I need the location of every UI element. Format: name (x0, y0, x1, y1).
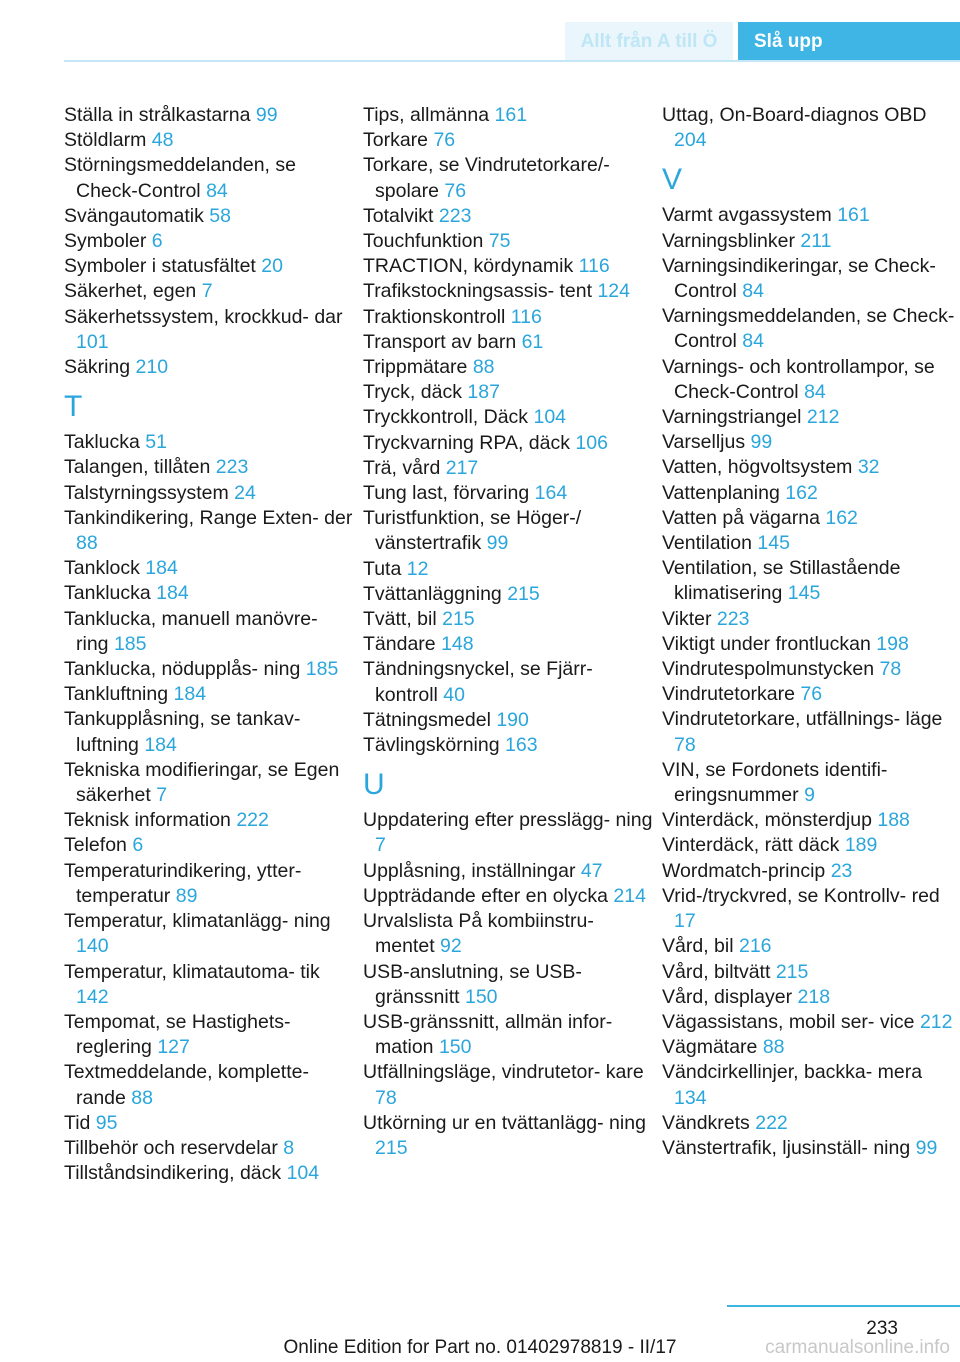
index-entry (662, 1010, 958, 1035)
index-term: Traktionskontroll (363, 305, 506, 328)
page-link[interactable]: 184 (156, 582, 189, 605)
page-link[interactable]: 142 (76, 985, 109, 1008)
index-term: Vändkrets (662, 1111, 750, 1134)
index-entry (64, 229, 354, 254)
page-link[interactable]: 8 (283, 1136, 295, 1159)
index-term: Trafikstockningsassis‐ tent (363, 280, 593, 303)
page-link[interactable]: 211 (800, 229, 832, 252)
page-link[interactable]: 187 (467, 381, 500, 404)
page-link[interactable]: 184 (145, 557, 178, 580)
page-link[interactable]: 89 (175, 884, 198, 907)
page-link[interactable]: 12 (406, 557, 429, 580)
index-term: Symboler i statusfältet (64, 255, 256, 278)
index-entry (363, 733, 653, 758)
page-link[interactable]: 148 (441, 633, 474, 656)
index-entry (363, 279, 653, 304)
index-entry (662, 1136, 958, 1161)
index-entry (363, 405, 653, 430)
index-entry (363, 153, 653, 203)
index-entry (662, 607, 958, 632)
index-entry (363, 708, 653, 733)
tab-lookup[interactable]: Slå upp (738, 22, 960, 62)
page-link[interactable]: 162 (785, 481, 818, 504)
index-entry (662, 1035, 958, 1060)
page-link[interactable]: 162 (825, 506, 858, 529)
index-entry (64, 682, 354, 707)
page-link[interactable]: 84 (742, 280, 764, 303)
page-link[interactable]: 223 (215, 456, 249, 479)
index-term: Tillbehör och reservdelar (64, 1136, 278, 1159)
index-term: Ventilation, se Stillastående klimatisering (662, 557, 901, 605)
index-term: Vatten på vägarna (662, 506, 820, 529)
index-entry (64, 204, 354, 229)
section-letter: U (363, 768, 385, 802)
index-term: Telefon (64, 834, 127, 857)
index-entry (662, 808, 958, 833)
page-link[interactable]: 127 (157, 1036, 190, 1059)
index-term: Tankluftning (64, 683, 169, 706)
index-entry (363, 632, 653, 657)
page-link[interactable]: 222 (755, 1111, 788, 1134)
page-link[interactable]: 215 (507, 582, 540, 605)
index-entry (363, 859, 653, 884)
index-column-3 (662, 103, 958, 1161)
header-tabbar (0, 22, 960, 62)
page-link[interactable]: 190 (496, 708, 529, 731)
page-link[interactable]: 215 (375, 1136, 408, 1159)
index-entry (363, 330, 653, 355)
index-term: Tvättanläggning (363, 582, 502, 605)
page-link[interactable]: 9 (804, 784, 815, 807)
index-column-1 (64, 103, 354, 1186)
page-link[interactable]: 40 (443, 683, 465, 706)
index-entry (363, 355, 653, 380)
page-link[interactable]: 24 (234, 481, 256, 504)
page-link[interactable]: 78 (375, 1086, 397, 1109)
header-divider (64, 60, 960, 62)
index-entry (64, 859, 354, 909)
index-term: USB-anslutning, se USB- gränssnitt (363, 960, 582, 1008)
page-link[interactable]: 58 (209, 204, 231, 227)
index-term: Vinterdäck, mönsterdjup (662, 809, 872, 832)
index-entry (64, 254, 354, 279)
page-link[interactable]: 164 (534, 482, 568, 505)
index-term: Störningsmeddelanden, se Check-Control (64, 154, 296, 202)
page-link[interactable]: 185 (305, 658, 339, 681)
page-link[interactable]: 215 (442, 608, 475, 631)
index-entry (662, 254, 958, 304)
index-entry (64, 1111, 354, 1136)
index-term: Ställa in strålkastarna (64, 104, 251, 126)
page-link[interactable]: 6 (132, 834, 144, 857)
index-term: Totalvikt (363, 204, 434, 227)
page-link[interactable]: 84 (742, 330, 764, 353)
index-entry (662, 884, 958, 934)
page-link[interactable]: 216 (738, 935, 772, 958)
page-link[interactable]: 214 (613, 884, 646, 907)
page-link[interactable]: 7 (156, 784, 168, 807)
page-link[interactable]: 140 (76, 935, 109, 958)
page-link[interactable]: 184 (144, 733, 177, 756)
page-link[interactable]: 145 (787, 582, 821, 605)
index-entry (64, 355, 354, 380)
index-term: Vård, bil (662, 935, 734, 958)
index-term: Tanklucka, manuell manövre‐ ring (64, 607, 318, 655)
index-entry (64, 960, 354, 1010)
index-term: Tung last, förvaring (363, 482, 530, 505)
index-entry (363, 1111, 653, 1161)
page-link[interactable]: 161 (494, 104, 528, 126)
index-entry (662, 960, 958, 985)
index-term: Tillståndsindikering, däck (64, 1162, 282, 1185)
index-entry (64, 128, 354, 153)
index-entry (662, 229, 958, 254)
index-term: Varselljus (662, 431, 746, 454)
page-link[interactable]: 106 (575, 431, 608, 454)
page-link[interactable]: 163 (505, 734, 538, 757)
index-term: Tätningsmedel (363, 708, 491, 731)
page-link[interactable]: 76 (800, 683, 823, 706)
index-entry (662, 1111, 958, 1136)
page-link[interactable]: 198 (876, 632, 909, 655)
page-link[interactable]: 32 (857, 456, 880, 479)
page-link[interactable]: 124 (597, 280, 630, 303)
index-term: Säkring (64, 356, 131, 379)
index-entry (662, 203, 958, 228)
page-link[interactable]: 99 (750, 431, 773, 454)
section-letter: V (662, 163, 683, 197)
page-link[interactable]: 104 (533, 406, 567, 429)
page-link[interactable]: 134 (674, 1086, 707, 1109)
index-entry (363, 582, 653, 607)
index-entry (662, 481, 958, 506)
index-term: Säkerhet, egen (64, 280, 197, 303)
page-link[interactable]: 99 (915, 1136, 938, 1159)
index-term: Vattenplaning (662, 481, 780, 504)
index-term: Tips, allmänna (363, 104, 490, 126)
page-link[interactable]: 218 (797, 985, 831, 1008)
index-term: Tryckkontroll, Däck (363, 406, 529, 429)
index-entry (662, 632, 958, 657)
index-entry (363, 607, 653, 632)
index-entry (662, 682, 958, 707)
page-link[interactable]: 150 (464, 985, 498, 1008)
index-entry (363, 254, 653, 279)
index-term: Tryckvarning RPA, däck (363, 431, 570, 454)
page-link[interactable]: 76 (433, 129, 456, 152)
index-term: Vård, biltvätt (662, 960, 771, 983)
index-term: Vägmätare (662, 1036, 758, 1059)
index-entry (64, 305, 354, 355)
page-link[interactable]: 150 (438, 1036, 472, 1059)
page-link[interactable]: 215 (775, 960, 809, 983)
index-entry (363, 456, 653, 481)
index-term: Tempomat, se Hastighets‐ reglering (64, 1010, 291, 1059)
index-term: Trä, vård (363, 456, 441, 479)
index-entry (363, 380, 653, 405)
index-entry (662, 103, 958, 153)
page-link[interactable]: 84 (804, 380, 826, 403)
index-entry (363, 884, 653, 909)
page-link[interactable]: 88 (131, 1086, 153, 1109)
index-term: Tankindikering, Range Exten‐ der (64, 506, 353, 529)
index-term: Symboler (64, 230, 147, 253)
watermark: carmanualsonline.info (765, 1337, 950, 1358)
index-entry (64, 103, 354, 128)
page-link[interactable]: 88 (472, 356, 495, 379)
index-entry (363, 557, 653, 582)
page-link[interactable]: 185 (113, 632, 147, 655)
page-link[interactable]: 51 (145, 431, 167, 454)
section-letter: T (64, 390, 83, 424)
index-entry (662, 304, 958, 354)
page-link[interactable]: 48 (151, 129, 174, 152)
index-term: Textmeddelande, komplette‐ rande (64, 1061, 309, 1109)
index-entry (363, 1010, 653, 1060)
index-term: Tvätt, bil (363, 608, 437, 631)
index-entry (662, 985, 958, 1010)
index-entry (662, 934, 958, 959)
page-link[interactable]: 17 (674, 910, 696, 933)
index-entry (64, 707, 354, 757)
page-link[interactable]: 116 (510, 305, 542, 328)
index-entry (64, 581, 354, 606)
page-link[interactable]: 47 (580, 859, 603, 882)
index-entry (64, 1010, 354, 1060)
index-entry (64, 657, 354, 682)
index-entry (363, 128, 653, 153)
index-term: Tekniska modifieringar, se Egen säkerhet (64, 758, 340, 807)
index-term: Viktigt under frontluckan (662, 632, 871, 655)
index-entry (363, 808, 653, 858)
footer-divider (727, 1305, 960, 1307)
index-entry (662, 531, 958, 556)
page-number: 233 (866, 1318, 898, 1339)
index-entry (64, 481, 354, 506)
page-link[interactable]: 222 (236, 809, 269, 832)
index-entry (363, 960, 653, 1010)
index-term: TRACTION, kördynamik (363, 255, 574, 278)
index-term: Tankupplåsning, se tankav‐ luftning (64, 708, 301, 756)
index-entry (64, 909, 354, 959)
index-term: Stöldlarm (64, 129, 147, 152)
index-term: Vindrutetorkare (662, 683, 795, 706)
index-term: Vägassistans, mobil ser‐ vice (662, 1010, 915, 1033)
index-term: Transport av barn (363, 330, 517, 353)
index-entry (363, 506, 653, 556)
index-term: Varningstriangel (662, 406, 802, 429)
page-link[interactable]: 101 (76, 330, 109, 353)
page-link[interactable]: 99 (486, 532, 509, 555)
index-term: Talangen, tillåten (64, 456, 211, 479)
page-link[interactable]: 99 (255, 104, 278, 126)
index-term: Temperatur, klimatanlägg‐ ning (64, 910, 331, 933)
index-term: Torkare, se Vindrutetorkare/- spolare (363, 154, 610, 202)
page-link[interactable]: 20 (261, 255, 283, 278)
page-link[interactable]: 95 (95, 1111, 118, 1134)
index-term: Torkare (363, 129, 429, 152)
index-term: Vatten, högvoltsystem (662, 456, 853, 479)
index-term: Varningsindikeringar, se Check-Control (662, 254, 936, 303)
index-term: Temperaturindikering, ytter‐ temperatur (64, 859, 302, 907)
page-link[interactable]: 92 (440, 935, 462, 958)
index-entry (64, 607, 354, 657)
index-entry (662, 405, 958, 430)
index-term: Varningsblinker (662, 229, 795, 252)
page-link[interactable]: 189 (844, 834, 878, 857)
index-entry (363, 204, 653, 229)
index-term: Varmt avgassystem (662, 204, 832, 227)
page-link[interactable]: 78 (879, 658, 902, 681)
page-link[interactable]: 76 (444, 179, 467, 202)
index-term: Varnings- och kontrollampor, se Check-Control (662, 355, 935, 403)
index-entry (64, 833, 354, 858)
page-link[interactable]: 210 (135, 356, 169, 379)
page-link[interactable]: 61 (521, 330, 544, 353)
page-link[interactable]: 116 (578, 255, 610, 278)
index-term: Uppdatering efter presslägg‐ ning (363, 809, 653, 832)
index-entry (662, 758, 958, 808)
index-entry (662, 556, 958, 606)
index-term: VIN, se Fordonets identifi‐ eringsnummer (662, 758, 888, 807)
index-term: Vikter (662, 607, 712, 630)
page-link[interactable]: 78 (674, 733, 696, 756)
index-entry (64, 506, 354, 556)
index-entry (363, 657, 653, 707)
index-entry (64, 279, 354, 304)
index-entry (64, 455, 354, 480)
page-link[interactable]: 217 (445, 456, 479, 479)
index-entry (363, 103, 653, 128)
index-term: Tändare (363, 633, 436, 656)
index-entry (363, 1060, 653, 1110)
index-term: Upplåsning, inställningar (363, 859, 576, 882)
index-entry (662, 833, 958, 858)
index-entry (363, 305, 653, 330)
index-term: Tävlingskörning (363, 734, 500, 757)
page-link[interactable]: 204 (674, 129, 707, 152)
index-term: Varningsmeddelanden, se Check-Control (662, 305, 955, 353)
index-term: Vrid-/tryckvred, se Kontrollv‐ red (662, 884, 940, 907)
index-entry (64, 153, 354, 203)
index-term: Tanklucka, nödupplås‐ ning (64, 658, 301, 681)
index-entry (64, 430, 354, 455)
index-entry (662, 506, 958, 531)
index-term: Tuta (363, 557, 402, 580)
index-entry (64, 1161, 354, 1186)
index-term: Turistfunktion, se Höger-/ vänstertrafik (363, 507, 582, 555)
page-link[interactable]: 223 (716, 607, 750, 630)
page-link[interactable]: 184 (173, 683, 207, 706)
page-link[interactable]: 104 (286, 1162, 320, 1185)
index-entry (662, 1060, 958, 1110)
page-link[interactable]: 84 (206, 179, 228, 202)
page-link[interactable]: 23 (830, 859, 853, 882)
page-link[interactable]: 188 (877, 809, 910, 832)
index-term: Svängautomatik (64, 204, 204, 227)
page-link[interactable]: 6 (151, 230, 163, 253)
index-term: Trippmätare (363, 356, 468, 379)
index-term: Utkörning ur en tvättanlägg‐ ning (363, 1111, 646, 1134)
index-term: Uttag, On-Board-diagnos OBD (662, 104, 927, 126)
page-link[interactable]: 88 (76, 532, 98, 555)
index-term: Vindrutespolmunstycken (662, 658, 875, 681)
index-entry (363, 229, 653, 254)
page-link[interactable]: 212 (806, 406, 840, 429)
index-term: Tanklucka (64, 582, 151, 605)
index-entry (64, 1060, 354, 1110)
index-term: Vård, displayer (662, 985, 793, 1008)
index-entry (363, 431, 653, 456)
index-term: USB-gränssnitt, allmän infor‐ mation (363, 1010, 613, 1059)
index-term: Tanklock (64, 557, 140, 580)
index-entry (662, 707, 958, 757)
index-term: Säkerhetssystem, krockkud‐ dar (64, 305, 343, 328)
index-entry (64, 1136, 354, 1161)
page-link[interactable]: 7 (201, 280, 213, 303)
index-term: Wordmatch-princip (662, 859, 826, 882)
edition-footer: Online Edition for Part no. 01402978819 - II/17 (283, 1337, 677, 1358)
page-link[interactable]: 75 (488, 230, 511, 253)
index-term: Vänstertrafik, ljusinställ‐ ning (662, 1136, 911, 1159)
index-entry (363, 481, 653, 506)
index-term: Touchfunktion (363, 230, 484, 253)
index-term: Tändningsnyckel, se Fjärr‐ kontroll (363, 658, 593, 706)
page-link[interactable]: 212 (919, 1010, 953, 1033)
index-term: Uppträdande efter en olycka (363, 884, 608, 907)
page-link[interactable]: 223 (438, 204, 472, 227)
index-column-2 (363, 103, 653, 1161)
index-term: Vinterdäck, rätt däck (662, 834, 840, 857)
page-link[interactable]: 161 (837, 204, 870, 227)
page-link[interactable]: 7 (375, 834, 386, 857)
index-term: Taklucka (64, 431, 140, 454)
index-term: Talstyrningssystem (64, 481, 229, 504)
index-term: Tryck, däck (363, 381, 462, 404)
index-entry (662, 657, 958, 682)
index-entry (363, 909, 653, 959)
index-term: Tid (64, 1111, 91, 1134)
index-term: Ventilation (662, 532, 752, 555)
index-term: Vändcirkellinjer, backka‐ mera (662, 1061, 923, 1084)
index-entry (662, 355, 958, 405)
page-link[interactable]: 88 (762, 1036, 785, 1059)
index-term: Utfällningsläge, vindrutetor‐ kare (363, 1061, 644, 1084)
index-entry (662, 455, 958, 480)
index-entry (662, 430, 958, 455)
index-term: Vindrutetorkare, utfällnings‐ läge (662, 708, 943, 731)
page-link[interactable]: 145 (757, 532, 790, 555)
index-entry (662, 859, 958, 884)
index-term: Teknisk information (64, 809, 231, 832)
tab-all-a-to-o[interactable]: Allt från A till Ö (565, 22, 733, 62)
index-entry (64, 556, 354, 581)
index-term: Urvalslista På kombiinstru‐ mentet (363, 910, 594, 958)
index-term: Temperatur, klimatautoma‐ tik (64, 960, 320, 983)
index-entry (64, 758, 354, 808)
index-entry (64, 808, 354, 833)
